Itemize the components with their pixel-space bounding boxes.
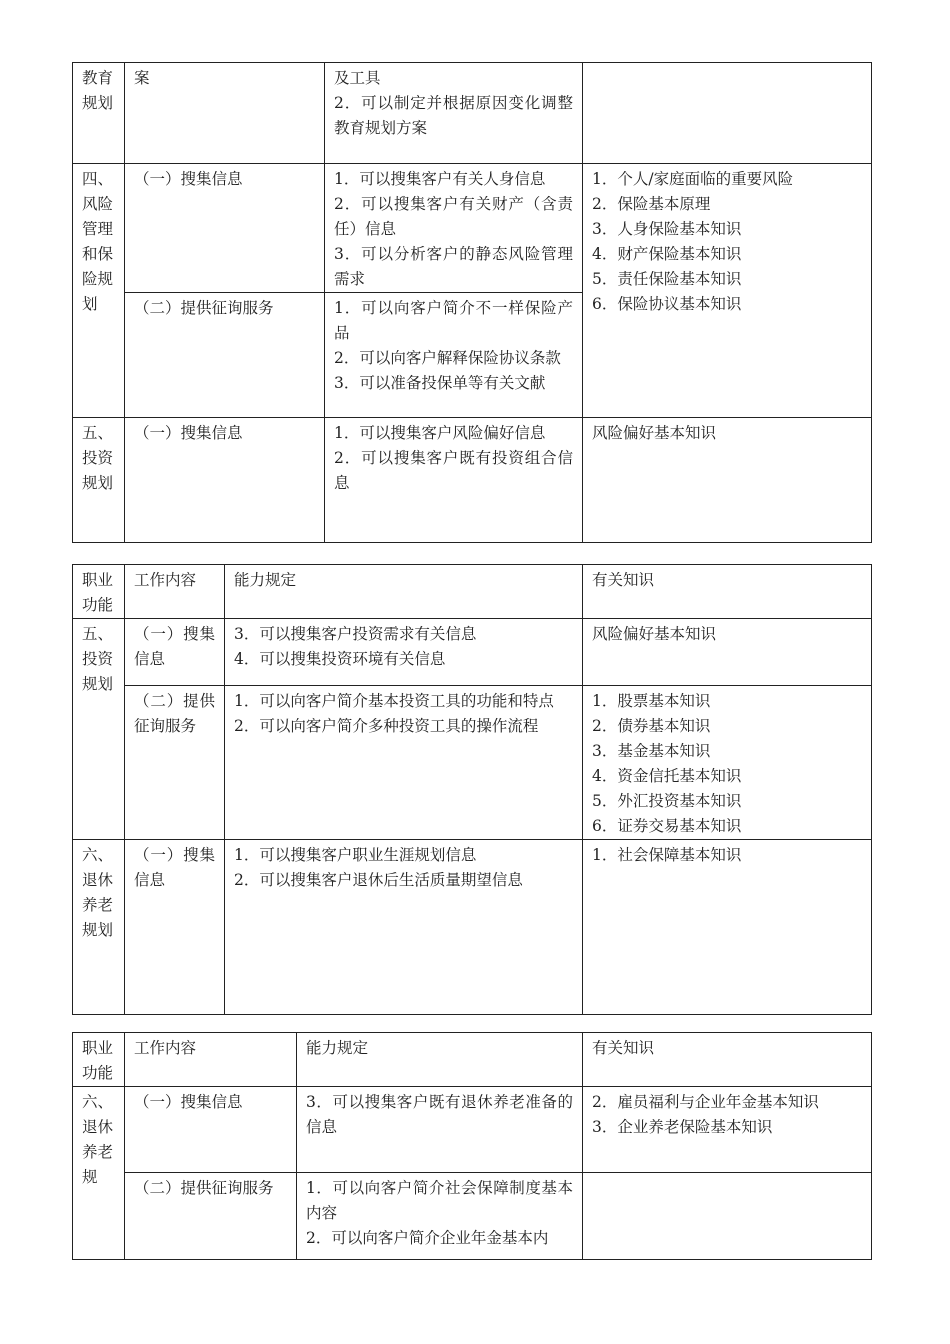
ability-line: 1．可以搜集客户有关人身信息 bbox=[334, 170, 546, 188]
knowledge-line: 1．股票基本知识 bbox=[592, 692, 711, 710]
ability-cell bbox=[297, 1173, 583, 1260]
knowledge-cell bbox=[583, 686, 872, 840]
table-row bbox=[73, 686, 872, 840]
content-cell: （二）提供征询服务 bbox=[125, 1173, 297, 1260]
ability-cell bbox=[225, 840, 583, 1015]
table-row bbox=[73, 63, 872, 164]
content-cell: （一）搜集信息 bbox=[125, 840, 225, 1015]
ability-line: 2．可以向客户简介多种投资工具的操作流程 bbox=[234, 717, 539, 735]
func-cell: 六、退休养老规划 bbox=[73, 840, 125, 1015]
knowledge-line: 3．基金基本知识 bbox=[592, 742, 711, 760]
content-cell: 案 bbox=[125, 63, 325, 164]
content-cell: （一）搜集信息 bbox=[125, 619, 225, 686]
ability-line: 1．可以向客户简介基本投资工具的功能和特点 bbox=[234, 692, 554, 710]
knowledge-cell: 风险偏好基本知识 bbox=[583, 619, 872, 686]
knowledge-cell bbox=[583, 1173, 872, 1260]
ability-line: 4．可以搜集投资环境有关信息 bbox=[234, 650, 446, 668]
table-3 bbox=[72, 1032, 872, 1260]
ability-line: 2．可以搜集客户退休后生活质量期望信息 bbox=[234, 871, 523, 889]
knowledge-line: 4．财产保险基本知识 bbox=[592, 245, 742, 263]
ability-cell bbox=[325, 63, 583, 164]
ability-line: 3．可以搜集客户投资需求有关信息 bbox=[234, 625, 477, 643]
func-cell: 五、投资规划 bbox=[73, 418, 125, 543]
header-content: 工作内容 bbox=[125, 565, 225, 619]
table-header-row bbox=[73, 565, 872, 619]
table-row bbox=[73, 1087, 872, 1173]
header-ability: 能力规定 bbox=[225, 565, 583, 619]
knowledge-line: 3．人身保险基本知识 bbox=[592, 220, 742, 238]
ability-line: 及工具 bbox=[334, 69, 381, 87]
header-content: 工作内容 bbox=[125, 1033, 297, 1087]
knowledge-line: 5．责任保险基本知识 bbox=[592, 270, 742, 288]
header-knowledge: 有关知识 bbox=[583, 565, 872, 619]
knowledge-line: 5．外汇投资基本知识 bbox=[592, 792, 742, 810]
ability-cell bbox=[325, 418, 583, 543]
ability-line: 1．可以搜集客户职业生涯规划信息 bbox=[234, 846, 477, 864]
ability-line: 2．可以向客户解释保险协议条款 bbox=[334, 349, 561, 367]
header-knowledge: 有关知识 bbox=[583, 1033, 872, 1087]
table-row bbox=[73, 1173, 872, 1260]
ability-line: 2．可以搜集客户有关财产（含责任）信息 bbox=[334, 195, 573, 238]
knowledge-line: 4．资金信托基本知识 bbox=[592, 767, 742, 785]
ability-line: 3．可以准备投保单等有关文献 bbox=[334, 374, 546, 392]
content-cell: （一）搜集信息 bbox=[125, 164, 325, 293]
ability-line: 2．可以制定并根据原因变化调整教育规划方案 bbox=[334, 94, 573, 137]
knowledge-line: 2．保险基本原理 bbox=[592, 195, 711, 213]
content-cell: （二）提供征询服务 bbox=[125, 293, 325, 418]
table-1 bbox=[72, 62, 872, 543]
content-cell: （二）提供征询服务 bbox=[125, 686, 225, 840]
ability-line: 3．可以分析客户的静态风险管理需求 bbox=[334, 245, 573, 288]
table-row bbox=[73, 619, 872, 686]
knowledge-cell: 风险偏好基本知识 bbox=[583, 418, 872, 543]
ability-line: 1．可以向客户简介社会保障制度基本内容 bbox=[306, 1179, 573, 1222]
content-cell: （一）搜集信息 bbox=[125, 1087, 297, 1173]
knowledge-cell bbox=[583, 63, 872, 164]
ability-line: 1．可以向客户简介不一样保险产品 bbox=[334, 299, 573, 342]
ability-cell: 3．可以搜集客户既有退休养老准备的信息 bbox=[297, 1087, 583, 1173]
knowledge-line: 1．个人/家庭面临的重要风险 bbox=[592, 170, 794, 188]
table-header-row bbox=[73, 1033, 872, 1087]
knowledge-cell: 1．社会保障基本知识 bbox=[583, 840, 872, 1015]
table-row bbox=[73, 418, 872, 543]
ability-cell bbox=[325, 164, 583, 293]
ability-cell bbox=[225, 619, 583, 686]
ability-line: 2．可以搜集客户既有投资组合信息 bbox=[334, 449, 573, 492]
knowledge-line: 6．证券交易基本知识 bbox=[592, 817, 742, 835]
header-ability: 能力规定 bbox=[297, 1033, 583, 1087]
knowledge-line: 2．债券基本知识 bbox=[592, 717, 711, 735]
ability-cell bbox=[225, 686, 583, 840]
func-cell: 四、风险管理和保险规划 bbox=[73, 164, 125, 418]
table-row bbox=[73, 840, 872, 1015]
ability-line: 1．可以搜集客户风险偏好信息 bbox=[334, 424, 546, 442]
knowledge-cell bbox=[583, 1087, 872, 1173]
func-cell: 五、投资规划 bbox=[73, 619, 125, 840]
knowledge-line: 3．企业养老保险基本知识 bbox=[592, 1118, 773, 1136]
func-cell: 六、退休养老规 bbox=[73, 1087, 125, 1260]
knowledge-line: 2．雇员福利与企业年金基本知识 bbox=[592, 1093, 819, 1111]
knowledge-cell bbox=[583, 164, 872, 418]
header-func: 职业功能 bbox=[73, 1033, 125, 1087]
table-2 bbox=[72, 564, 872, 1015]
ability-cell bbox=[325, 293, 583, 418]
header-func: 职业功能 bbox=[73, 565, 125, 619]
knowledge-line: 6．保险协议基本知识 bbox=[592, 295, 742, 313]
func-cell: 教育规划 bbox=[73, 63, 125, 164]
table-row bbox=[73, 164, 872, 293]
content-cell: （一）搜集信息 bbox=[125, 418, 325, 543]
ability-line: 2．可以向客户简介企业年金基本内 bbox=[306, 1229, 549, 1247]
